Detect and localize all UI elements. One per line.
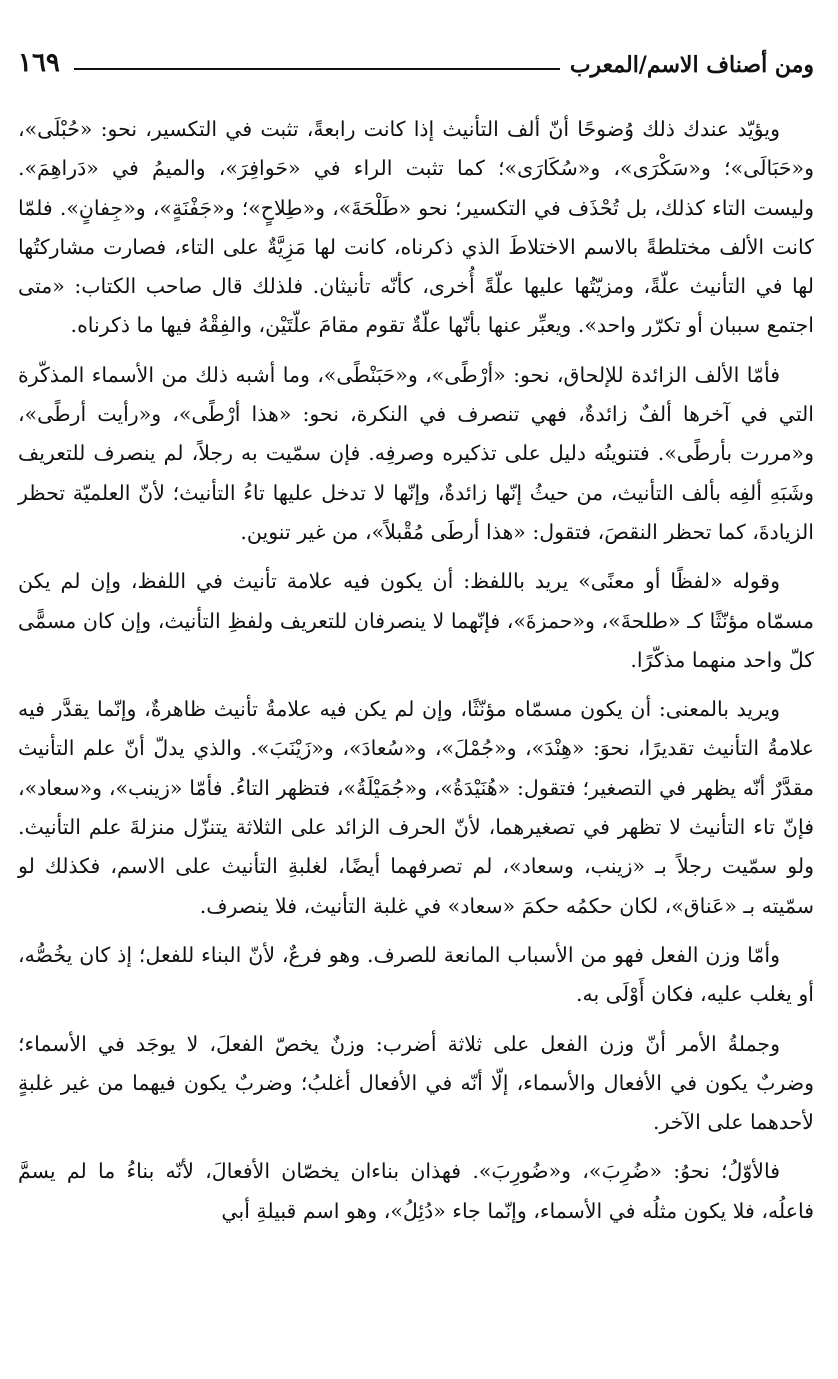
paragraph: فالأوّلُ؛ نحوُ: «ضُرِبَ»، و«ضُورِبَ». فهذان بناءان يخصّان الأفعالَ، لأنّه بناءُ ما لم يسمَّ فاعلُه، فلا يكون مثلُه في الأسماء، وإنّما جاء «دُئِلُ»، وهو اسم قبيلةِ أبي: [18, 1159, 814, 1223]
document-page: [18, 38, 814, 1358]
running-header: [18, 38, 814, 78]
page-number: ١٦٩: [18, 48, 60, 78]
paragraph: وأمّا وزن الفعل فهو من الأسباب المانعة للصرف. وهو فرعٌ، لأنّ البناء للفعل؛ إذ كان يخُصُّه، أو يغلب عليه، فكان أَوْلَى به.: [18, 942, 814, 1007]
body-text: [18, 110, 814, 1231]
paragraph: ويؤيّد عندك ذلك وُضوحًا أنّ ألف التأنيث إذا كانت رابعةً، تثبت في التكسير، نحو: «حُبْلَى»، و«حَبَالَى»؛ و«سَكْرَى»، و«سُكَارَى»؛ كما تثبت الراء في «حَوافِرَ»، والميمُ في «دَراهِمَ». وليست التاء كذلك، بل تُحْذَف في التكسير؛ نحو «طَلْحَةَ»، و«طِلاحٍ»؛ و«جَفْنَةٍ»، و«جِفانٍ». فلمّا كانت الألف مختلطةً بالاسم الاختلاطَ الذي ذكرناه، كانت لها مَزِيَّةٌ على التاء، فصارت مشاركتُها لها في التأنيث علّةً، ومزيّتُها عليها علّةً أُخرى، كأنّه تأنيثان. فلذلك قال صاحب الكتاب: «متى اجتمع سببان أو تكرّر واحد». ويعبِّر عنها بأنّها علّةٌ تقوم مقامَ علّتَيْن، والفِقْهُ فيها ما ذكرناه.: [18, 117, 814, 338]
paragraph: ويريد بالمعنى: أن يكون مسمّاه مؤنّثًا، وإن لم يكن فيه علامةُ تأنيث ظاهرةٌ، وإنّما يقدَّر فيه علامةُ التأنيث تقديرًا، نحوَ: «هِنْدَ»، و«جُمْلَ»، و«سُعادَ»، و«زَيْنَبَ». والذي يدلّ أنّ علم التأنيث مقدَّرٌ أنّه يظهر في التصغير؛ فتقول: «هُنَيْدَةُ»، و«جُمَيْلَةُ»، فتظهر التاءُ. فأمّا «زينب»، و«سعاد»، فإنّ تاء التأنيث لا تظهر في تصغيرهما، لأنّ الحرف الزائد على الثلاثة يتنزّل منزلةَ علم التأنيث. ولو سمّيت رجلاً بـ «زينب، وسعاد»، لم تصرفهما أيضًا، لغلبةِ التأنيث على الاسم، فكذلك لو سمّيته بـ «عَناق»، لكان حكمُه حكمَ «سعاد» في غلبة التأنيث، فلا ينصرف.: [18, 697, 814, 918]
paragraph: وجملةُ الأمر أنّ وزن الفعل على ثلاثة أضرب: وزنٌ يخصّ الفعلَ، لا يوجَد في الأسماء؛ وضربٌ يكون في الأفعال والأسماء، إلّا أنّه في الأفعال أغلبُ؛ وضربٌ يكون فيهما من غير غلبةٍ لأحدهما على الآخر.: [18, 1031, 814, 1135]
header-rule: [74, 68, 560, 70]
running-title: ومن أصناف الاسم/المعرب: [569, 52, 814, 78]
paragraph: فأمّا الألف الزائدة للإلحاق، نحو: «أرْطًى»، و«حَبَنْطًى»، وما أشبه ذلك من الأسماء المذكّرة التي في آخرها ألفٌ زائدةٌ، فهي تنصرف في النكرة، نحو: «هذا أرْطًى»، و«رأيت أرطًى»، و«مررت بأرطًى». فتنوينُه دليل على تذكيره وصرفِه. فإن سمّيت به رجلاً، لم ينصرف للتعريف وشَبَهِ ألفِه بألف التأنيث، من حيثُ إنّها زائدةٌ، وإنّها لا تدخل عليها تاءُ التأنيث؛ لأنّ العلميّة تحظر الزيادةَ، كما تحظر النقصَ، فتقول: «هذا أرطَى مُقْبلاً»، من غير تنوين.: [18, 362, 814, 544]
paragraph: وقوله «لفظًا أو معنًى» يريد باللفظ: أن يكون فيه علامة تأنيث في اللفظ، وإن لم يكن مسمّاه مؤنّثًا كـ «طلحةَ»، و«حمزةَ»، فإنّهما لا ينصرفان للتعريف ولفظِ التأنيث، وإن كان مسمًّى كلّ واحد منهما مذكّرًا.: [18, 569, 814, 672]
